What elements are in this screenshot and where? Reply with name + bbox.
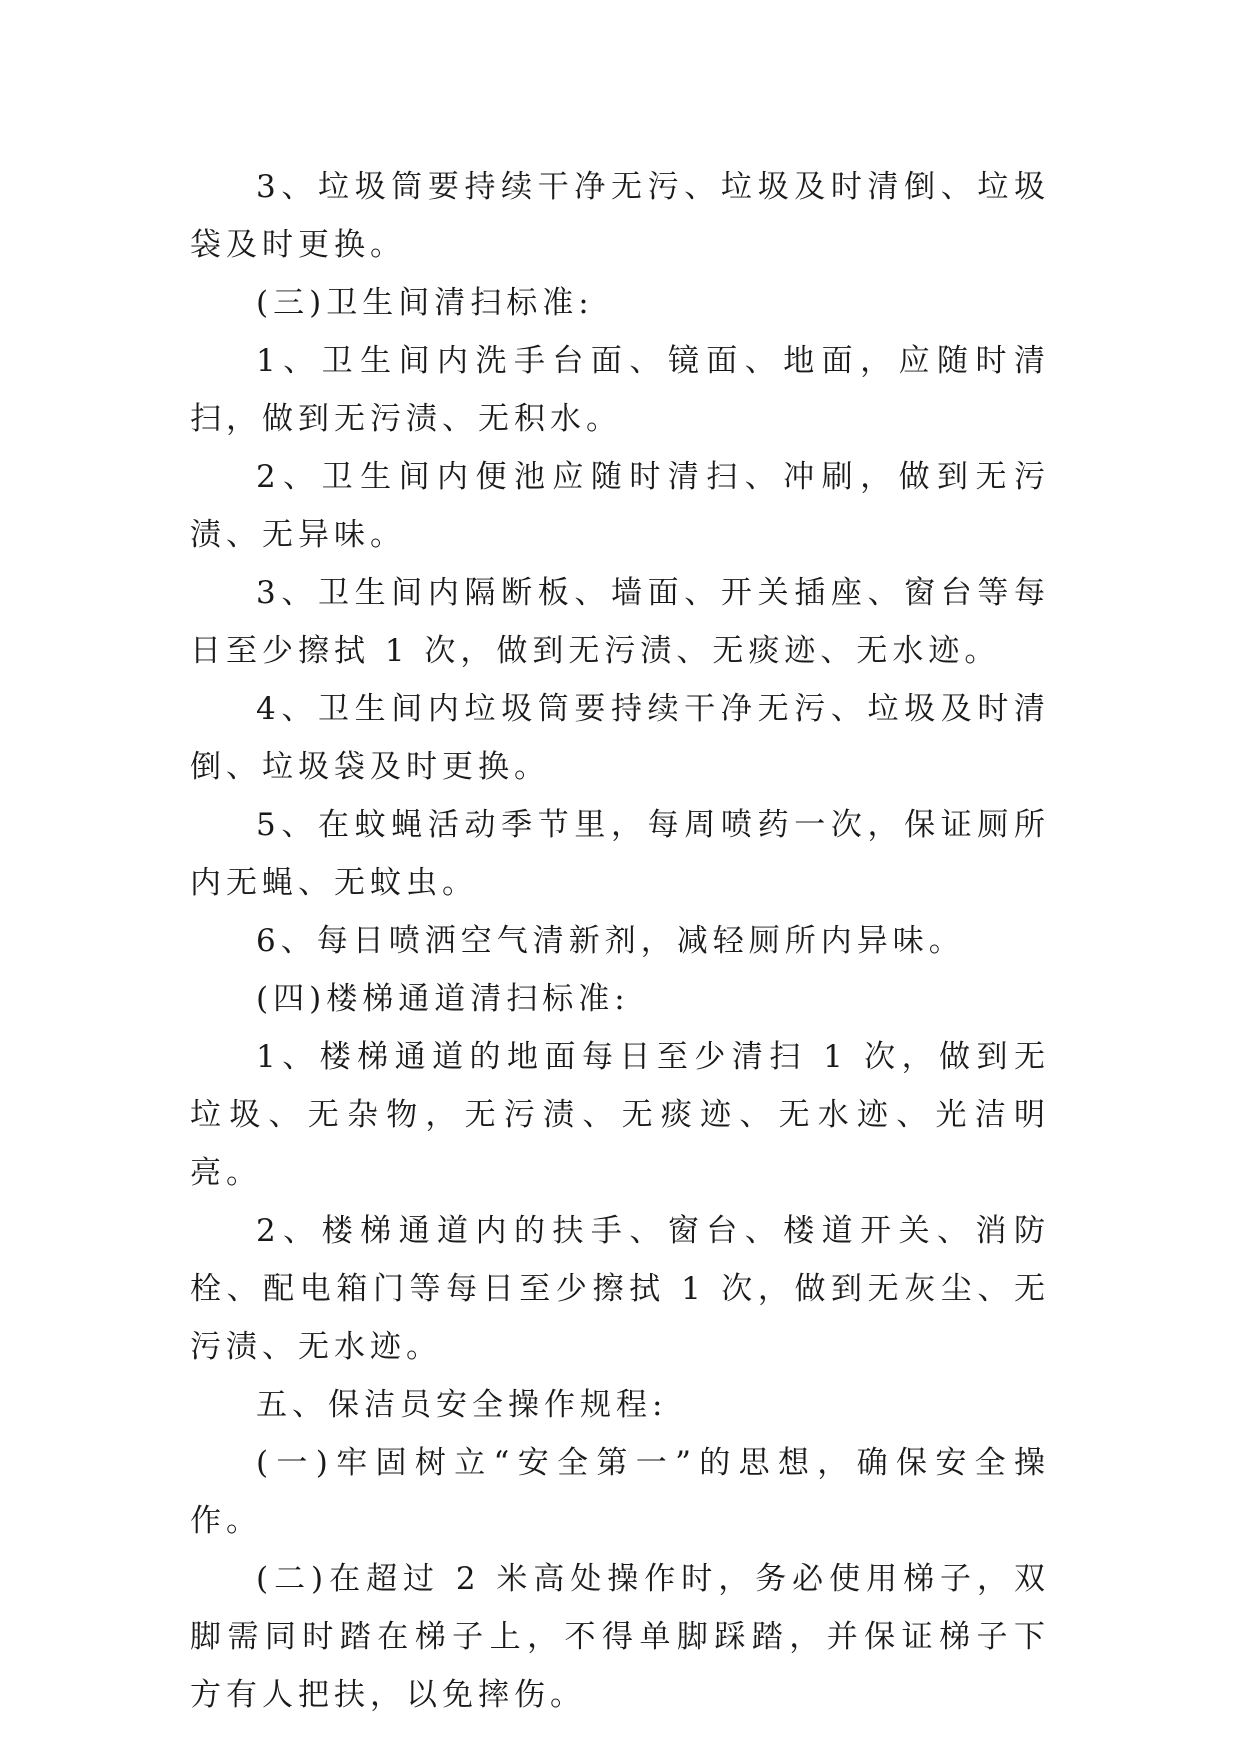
paragraph-trash-bin: 3、垃圾筒要持续干净无污、垃圾及时清倒、垃圾袋及时更换。 [190,169,1050,263]
paragraph-safety-2: (二)在超过 2 米高处操作时，务必使用梯子，双脚需同时踏在梯子上，不得单脚踩踏，并保证梯子下方有人把扶，以免摔伤。 [190,1561,1050,1713]
paragraph-restroom-2: 2、卫生间内便池应随时清扫、冲刷，做到无污渍、无异味。 [190,459,1050,553]
document-body [190,158,1050,1724]
paragraph-restroom-5: 5、在蚊蝇活动季节里，每周喷药一次，保证厕所内无蝇、无蚊虫。 [190,807,1050,901]
paragraph-restroom-4: 4、卫生间内垃圾筒要持续干净无污、垃圾及时清倒、垃圾袋及时更换。 [190,691,1050,785]
paragraph-restroom-3: 3、卫生间内隔断板、墙面、开关插座、窗台等每日至少擦拭 1 次，做到无污渍、无痰迹、无水迹。 [190,575,1050,669]
heading-stairway-standard: (四)楼梯通道清扫标准: [256,981,630,1017]
paragraph-stairway-2: 2、楼梯通道内的扶手、窗台、楼道开关、消防栓、配电箱门等每日至少擦拭 1 次，做到无灰尘、无污渍、无水迹。 [190,1213,1050,1365]
paragraph-safety-1: (一)牢固树立“安全第一”的思想，确保安全操作。 [190,1445,1050,1539]
heading-safety-rules: 五、保洁员安全操作规程: [256,1387,668,1423]
heading-restroom-standard: (三)卫生间清扫标准: [256,285,594,321]
paragraph-restroom-6: 6、每日喷洒空气清新剂，减轻厕所内异味。 [256,923,965,959]
paragraph-restroom-1: 1、卫生间内洗手台面、镜面、地面，应随时清扫，做到无污渍、无积水。 [190,343,1050,437]
paragraph-stairway-1: 1、楼梯通道的地面每日至少清扫 1 次，做到无垃圾、无杂物，无污渍、无痰迹、无水迹、光洁明亮。 [190,1039,1050,1191]
